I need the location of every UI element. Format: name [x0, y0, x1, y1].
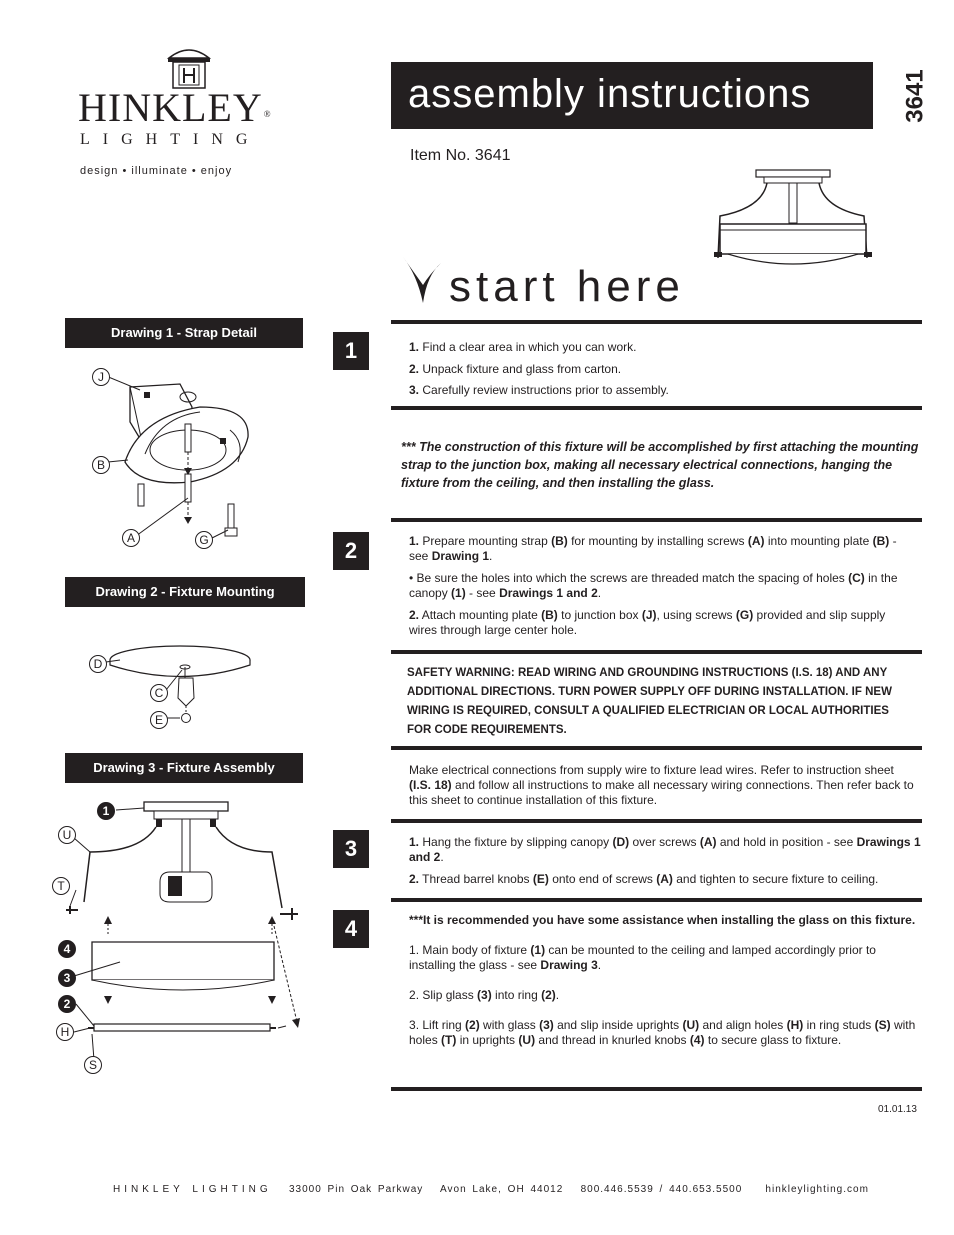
- step-1-number: 1: [333, 332, 369, 370]
- rule: [391, 1087, 922, 1091]
- callout-1: 1: [97, 802, 115, 820]
- rule: [391, 320, 922, 324]
- paragraph: • Be sure the holes into which the screws are threaded match the spacing of holes (C) in the canopy (1) - see Drawings 1 and 2.: [409, 571, 898, 600]
- step-3-text: [409, 835, 934, 887]
- step-1-text: [409, 337, 929, 402]
- revision-date: 01.01.13: [878, 1104, 917, 1115]
- step-4-text: [409, 913, 924, 1048]
- paragraph: 3. Lift ring (2) with glass (3) and slip inside uprights (U) and align holes (H) in ring studs (S) with holes (T) in uprights (U) and thread in knurled knobs (4) to secure glass to fixture.: [409, 1018, 916, 1047]
- paragraph: 1. Prepare mounting strap (B) for mounting by installing screws (A) into mounting plate (B) - see Drawing 1.: [409, 534, 897, 563]
- step-2-text: [409, 534, 909, 638]
- brand-name: HINKLEY®: [78, 85, 272, 130]
- callout-g: G: [195, 531, 213, 549]
- item-number: Item No. 3641: [410, 147, 511, 164]
- footer-website[interactable]: hinkleylighting.com: [765, 1184, 869, 1195]
- list-item: 1. Find a clear area in which you can work.: [409, 340, 637, 354]
- footer-company: HINKLEY LIGHTING: [113, 1184, 272, 1195]
- fixture-mounting-drawing: [100, 640, 260, 730]
- rule: [391, 746, 922, 750]
- electrical-instructions: [409, 763, 919, 808]
- step-3-number: 3: [333, 830, 369, 868]
- callout-c: C: [150, 684, 168, 702]
- rule: [391, 898, 922, 902]
- step-2-number: 2: [333, 532, 369, 570]
- callout-e: E: [150, 711, 168, 729]
- rule: [391, 406, 922, 410]
- drawing-1-label: Drawing 1 - Strap Detail: [65, 318, 303, 348]
- construction-note: *** The construction of this fixture will be accomplished by first attaching the mounting strap to the junction box, making all necessary electrical connections, hanging the fixture from the ceiling, and then installing the glass.: [401, 440, 919, 490]
- safety-warning: SAFETY WARNING: READ WIRING AND GROUNDING INSTRUCTIONS (I.S. 18) AND ANY ADDITIONAL DIRECTIONS. TURN POWER SUPPLY OFF DURING INSTALLATION. IF NEW WIRING IS REQUIRED, CONSULT A QUALIFIED ELECTRICIAN OR LOCAL AUTHORITIES FOR CODE REQUIREMENTS.: [407, 667, 892, 736]
- drawing-2-label: Drawing 2 - Fixture Mounting: [65, 577, 305, 607]
- paragraph: Make electrical connections from supply wire to fixture lead wires. Refer to instruction sheet (I.S. 18) and follow all instructions to make all necessary wiring connections. Then refer back to this sheet to continue installation of this fixture.: [409, 763, 914, 807]
- list-item: 2. Unpack fixture and glass from carton.: [409, 361, 622, 376]
- page-title: assembly instructions: [408, 72, 812, 116]
- footer: [113, 1184, 869, 1195]
- paragraph: 2. Slip glass (3) into ring (2).: [409, 988, 560, 1002]
- rule: [391, 650, 922, 654]
- callout-t: T: [52, 877, 70, 895]
- side-item-number: [896, 64, 936, 129]
- paragraph: ***It is recommended you have some assistance when installing the glass on this fixture.: [409, 913, 916, 927]
- callout-3: 3: [58, 969, 76, 987]
- footer-address: 33000 Pin Oak Parkway Avon Lake, OH 44012: [288, 1184, 564, 1195]
- callout-d: D: [89, 655, 107, 673]
- callout-a: A: [122, 529, 140, 547]
- svg-text:3641: 3641: [901, 69, 929, 123]
- paragraph: 1. Hang the fixture by slipping canopy (D) over screws (A) and hold in position - see Drawings 1 and 2.: [409, 835, 921, 864]
- brand-sub: LIGHTING: [80, 131, 261, 148]
- fixture-assembly-drawing: [60, 790, 310, 1080]
- list-item: 3. Carefully review instructions prior to assembly.: [409, 383, 669, 397]
- paragraph: 2. Attach mounting plate (B) to junction box (J), using screws (G) provided and slip supply wires through large center hole.: [409, 608, 886, 637]
- footer-phone: 800.446.5539 / 440.653.5500: [580, 1184, 743, 1195]
- callout-2: 2: [58, 995, 76, 1013]
- callout-j: J: [92, 368, 110, 386]
- callout-b: B: [92, 456, 110, 474]
- callout-4: 4: [58, 940, 76, 958]
- paragraph: 2. Thread barrel knobs (E) onto end of screws (A) and tighten to secure fixture to ceiling.: [409, 872, 879, 886]
- tagline: design • illuminate • enjoy: [80, 165, 233, 177]
- rule: [391, 819, 922, 823]
- rule: [391, 518, 922, 522]
- callout-h: H: [56, 1023, 74, 1041]
- callout-s: S: [84, 1056, 102, 1074]
- fixture-product-icon: [712, 168, 884, 270]
- step-4-number: 4: [333, 910, 369, 948]
- callout-u: U: [58, 826, 76, 844]
- start-arrow-icon: [401, 255, 443, 305]
- start-here-heading: start here: [449, 262, 685, 311]
- paragraph: 1. Main body of fixture (1) can be mounted to the ceiling and lamped accordingly prior to installing the glass - see Drawing 3.: [409, 943, 876, 972]
- drawing-3-label: Drawing 3 - Fixture Assembly: [65, 753, 303, 783]
- lantern-logo-icon: [164, 44, 214, 90]
